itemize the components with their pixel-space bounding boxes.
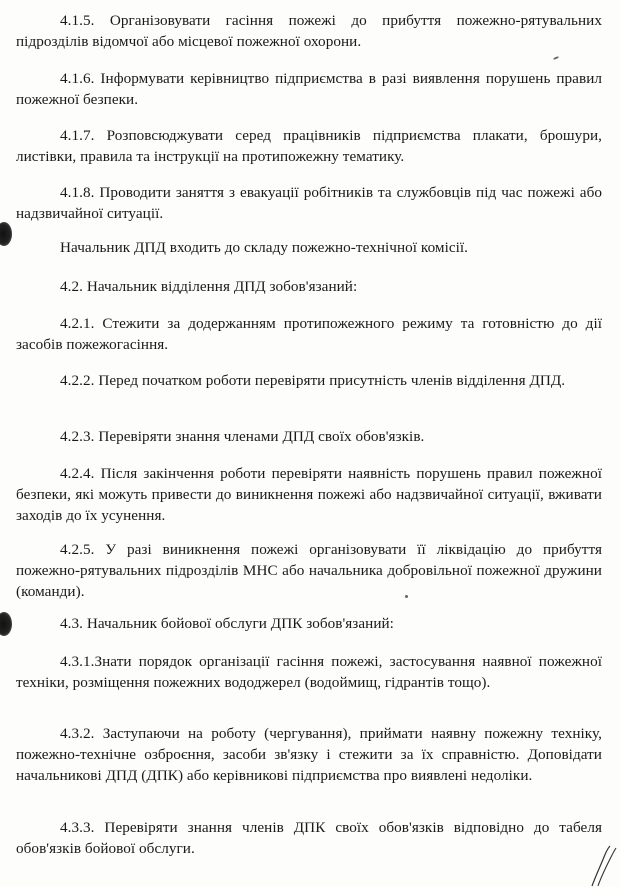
paragraph-commission: Начальник ДПД входить до складу пожежно-технічної комісії. xyxy=(60,239,469,256)
paragraph-4-2-3: 4.2.3. Перевіряти знання членами ДПД своїх обов'язків. xyxy=(60,428,425,445)
paragraph-4-3-1: 4.3.1.Знати порядок організації гасіння пожежі, застосування наявної пожежної техніки, розміщення пожежних вододжерел (водоймищ, гідрантів тощо). xyxy=(16,653,602,691)
paragraph-4-3-3: 4.3.3. Перевіряти знання членів ДПК своїх обов'язків відповідно до табеля обов'язків бойової обслуги. xyxy=(16,819,602,857)
punch-hole-mark xyxy=(0,612,12,636)
scan-speck xyxy=(405,595,408,598)
heading-4-3: 4.3. Начальник бойової обслуги ДПК зобов'язаний: xyxy=(60,615,394,632)
paragraph-4-1-7: 4.1.7. Розповсюджувати серед працівників підприємства плакати, брошури, листівки, правила та інструкції на протипожежну тематику. xyxy=(16,127,602,165)
paragraph-4-2-2: 4.2.2. Перед початком роботи перевіряти присутність членів відділення ДПД. xyxy=(60,372,566,389)
paragraph-4-1-8: 4.1.8. Проводити заняття з евакуації робітників та службовців під час пожежі або надзвичайної ситуації. xyxy=(16,184,602,222)
signature-mark xyxy=(588,845,618,887)
punch-hole-mark xyxy=(0,222,12,246)
paragraph-4-1-6: 4.1.6. Інформувати керівництво підприємства в разі виявлення порушень правил пожежної безпеки. xyxy=(16,70,602,108)
paragraph-4-1-5: 4.1.5. Організовувати гасіння пожежі до прибуття пожежно-рятувальних підрозділів відомчої або місцевої пожежної охорони. xyxy=(16,12,602,50)
paragraph-4-2-5: 4.2.5. У разі виникнення пожежі організовувати її ліквідацію до прибуття пожежно-рятувальних підрозділів МНС або начальника добровільної пожежної дружини (команди). xyxy=(16,541,602,600)
paragraph-4-2-4: 4.2.4. Після закінчення роботи перевіряти наявність порушень правил пожежної безпеки, які можуть привести до виникнення пожежі або надзвичайної ситуації, вживати заходів до їх усунення. xyxy=(16,465,602,524)
scan-speck xyxy=(553,56,559,60)
paragraph-4-3-2: 4.3.2. Заступаючи на роботу (чергування), приймати наявну пожежну техніку, пожежно-технічне озброєння, засоби зв'язку і стежити за їх справністю. Доповідати начальникові ДПД (ДПК) або керівникові підприємства про виявлені недоліки. xyxy=(16,725,602,784)
heading-4-2: 4.2. Начальник відділення ДПД зобов'язаний: xyxy=(60,278,358,295)
paragraph-4-2-1: 4.2.1. Стежити за додержанням протипожежного режиму та готовністю до дії засобів пожежогасіння. xyxy=(16,315,602,353)
